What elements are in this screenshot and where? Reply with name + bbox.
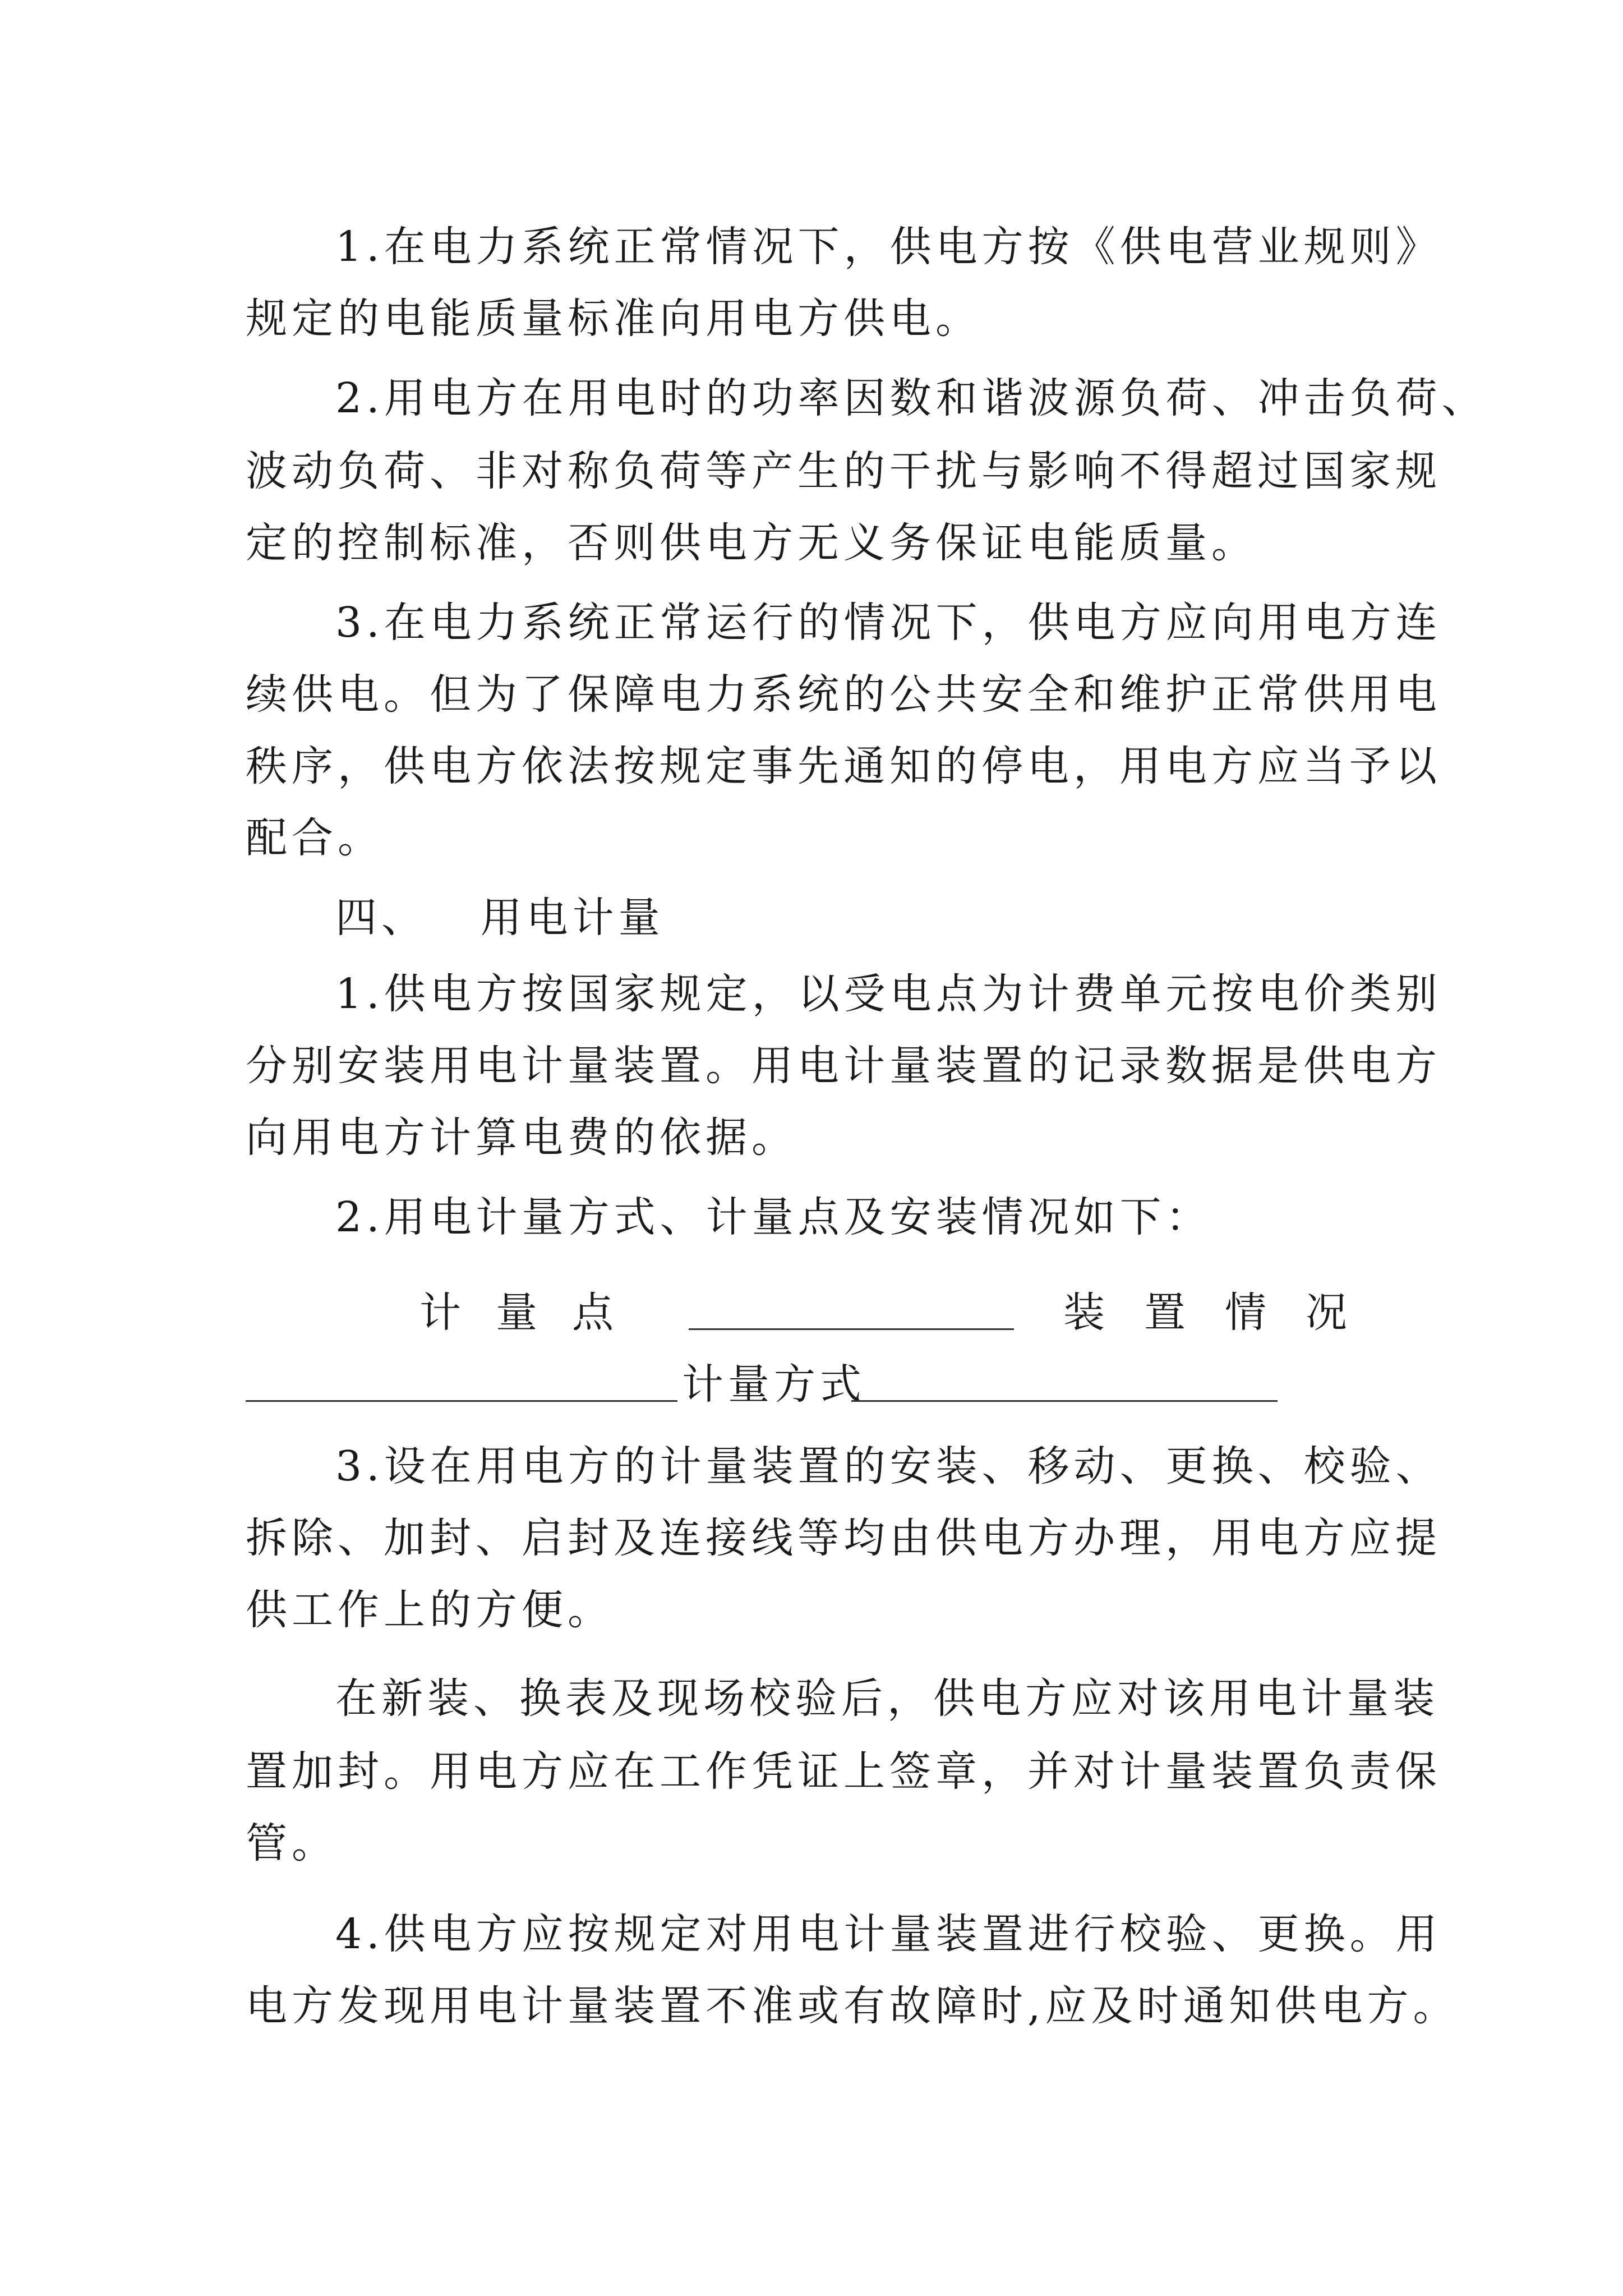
paragraph-line: 3.在电力系统正常运行的情况下，供电方应向用电方连 [335, 599, 1442, 647]
paragraph-line: 2.用电方在用电时的功率因数和谐波源负荷、冲击负荷、 [335, 374, 1488, 422]
paragraph-line: 在新装、换表及现场校验后，供电方应对该用电计量装 [335, 1674, 1439, 1723]
paragraph-line: 4.供电方应按规定对用电计量装置进行校验、更换。用 [335, 1910, 1442, 1958]
paragraph-line: 1.在电力系统正常情况下，供电方按《供电营业规则》 [335, 223, 1442, 271]
paragraph-line: 配合。 [246, 814, 384, 862]
paragraph-line: 管。 [246, 1819, 338, 1867]
device-status-label: 装置情况 [1063, 1289, 1386, 1337]
metering-point-blank [689, 1328, 1014, 1330]
paragraph-line: 拆除、加封、启封及连接线等均由供电方办理，用电方应提 [246, 1514, 1441, 1562]
paragraph-line: 2.用电计量方式、计量点及安装情况如下： [335, 1193, 1212, 1241]
paragraph-line: 置加封。用电方应在工作凭证上签章，并对计量装置负责保 [246, 1747, 1441, 1796]
paragraph-line: 波动负荷、非对称负荷等产生的干扰与影响不得超过国家规 [246, 447, 1441, 495]
metering-form-row-1 [419, 1285, 1386, 1341]
paragraph-line: 续供电。但为了保障电力系统的公共安全和维护正常供用电 [246, 670, 1441, 719]
paragraph-line: 电方发现用电计量装置不准或有故障时,应及时通知供电方。 [246, 1982, 1459, 2030]
section-heading: 四、 用电计量 [335, 894, 665, 942]
device-status-blank [246, 1400, 677, 1402]
paragraph-line: 定的控制标准，否则供电方无义务保证电能质量。 [246, 519, 1257, 567]
metering-form-row-2 [246, 1356, 1283, 1412]
paragraph-line: 3.设在用电方的计量装置的安装、移动、更换、校验、 [335, 1442, 1442, 1490]
paragraph-line: 向用电方计算电费的依据。 [246, 1114, 797, 1162]
paragraph-line: 分别安装用电计量装置。用电计量装置的记录数据是供电方 [246, 1042, 1441, 1090]
paragraph-line: 供工作上的方便。 [246, 1586, 614, 1634]
metering-method-label: 计量方式 [682, 1360, 866, 1409]
paragraph-line: 秩序，供电方依法按规定事先通知的停电，用电方应当予以 [246, 742, 1441, 790]
paragraph-line: 1.供电方按国家规定，以受电点为计费单元按电价类别 [335, 970, 1442, 1018]
metering-point-label: 计量点 [419, 1289, 648, 1337]
paragraph-line: 规定的电能质量标准向用电方供电。 [246, 295, 981, 343]
metering-method-blank [851, 1400, 1278, 1402]
